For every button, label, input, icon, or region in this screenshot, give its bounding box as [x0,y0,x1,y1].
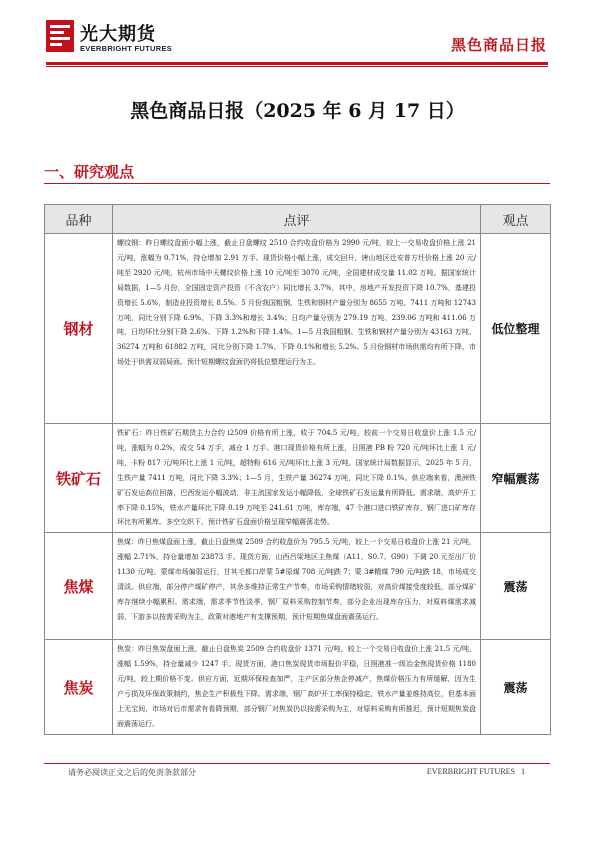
footer-divider [44,763,550,764]
product-comment: 螺纹钢：昨日螺纹盘面小幅上涨，截止日盘螺纹 2510 合约收盘价格为 2990 元/吨，较上一交易收盘价格上涨 21 元/吨，涨幅为 0.71%，持仓增加 2.91 万手。现货价格小幅上涨，成交回升，唐山地区迁安普方坯价格上涨 20 元/吨至 2920 元/吨，杭州市场中天螺纹价格上涨 10 元/吨至 3070 元/吨，全国建材成交量 11.02 万吨。据国家统计局数据，1—5 月份，全国固定资产投资（不含农户）同比增长 3.7%，其中，房地产开发投资下降 10.7%，基建投资增长 5.6%，制造业投资增长 8.5%。5 月份我国粗钢、生铁和钢材产量分别为 8655 万吨、7411 万吨和 12743 万吨，同比分别下降 6.9%、下降 3.3%和增长 3.4%；日均产量分别为 279.19 万吨、239.06 万吨和 411.06 万吨，日均环比分别下降 2.6%、下降 1.2%和下降 1.4%。1—5 月我国粗钢、生铁和钢材产量分别为 43163 万吨、36274 万吨和 61882 万吨，同比分别下降 1.7%、下降 0.1%和增长 5.2%。5 月份钢材市场供需均有所下降，市场处于供需双弱局面。预计短期螺纹盘面仍将低位整理运行为主。 [113,234,481,424]
product-name: 钢材 [45,234,113,424]
page-number: 1 [521,767,525,776]
document-title: 黑色商品日报（2025 年 6 月 17 日） [130,100,465,122]
research-table [44,204,551,735]
table-row [45,424,551,533]
header-divider-thin [46,66,548,67]
logo-english-name: EVERBRIGHT FUTURES [80,44,173,53]
footer-company: EVERBRIGHT FUTURES [426,767,515,776]
table-header-row [45,205,551,234]
table-row [45,234,551,424]
header-product: 品种 [45,205,113,234]
product-view: 震荡 [481,533,551,640]
header-view: 观点 [481,205,551,234]
product-name: 焦煤 [45,533,113,640]
product-view: 震荡 [481,640,551,734]
company-logo [46,20,176,64]
product-name: 铁矿石 [45,424,113,533]
report-name: 黑色商品日报 [450,36,547,54]
header-comment: 点评 [113,205,481,234]
page-header [0,0,595,72]
logo-mark-icon [46,20,74,52]
product-view: 低位整理 [481,234,551,424]
section-divider [44,183,550,184]
product-view: 窄幅震荡 [481,424,551,533]
table-row [45,640,551,734]
header-divider [46,62,548,65]
logo-chinese-name: 光大期货 [80,24,156,45]
product-name: 焦炭 [45,640,113,734]
footer-disclaimer: 请务必阅读正文之后的免责条款部分 [68,768,196,777]
product-comment: 焦炭：昨日焦炭盘面上涨，截止日盘焦炭 2509 合约收盘价 1371 元/吨，较上一个交易日收盘价上涨 21.5 元/吨，涨幅 1.59%，持仓量减少 1247 手。现货方面，港口焦炭现货市场报价平稳，日照港准一级冶金焦现货价格 1180 元/吨，较上期价格不变。供应方面，近期环保检查加严，主产区部分焦企停减产，焦煤价格压力有所缓解，因为生产亏损及环保政策制约，焦企生产积极性下降。需求端，钢厂高炉开工率保持稳定，铁水产量並维持高位，但基本面上无宝间，市场对后市需求有看降预期，部分钢厂对焦炭仍以按需采购为主，对原料采购有所推迟，预计短期焦炭盘面震荡运行。 [113,640,481,734]
product-comment: 铁矿石：昨日铁矿石期货主力合约 i2509 价格有所上涨，收于 704.5 元/吨，较前一个交易日收盘价上涨 1.5 元/吨，涨幅为 0.2%，成交 54 万手，减仓 1 万手。港口现货价格有所上涨，日照港 PB 粉 720 元/吨环比上涨 1 元/吨，卡粉 817 元/吨环比上涨 1 元/吨，超特粉 616 元/吨环比上涨 3 元/吨。国家统计局数据显示，2025 年 5 月，生铁产量 7411 万吨，同比下降 3.3%；1—5 月，生铁产量 36274 万吨，同比下降 0.1%。供应端来看，澳洲铁矿石发运高位回落，巴西发运小幅波动，非主流国家发运小幅降低，全球铁矿石发运量有所降低。需求端，高炉开工率下降 0.15%，铁水产量环比下降 0.19 万吨至 241.61 万吨，库存端，47 个港口进口铁矿库存、钢厂进口矿库存环比有所累库。多空交织下，预计铁矿石盘面价格呈现窄幅震荡走势。 [113,424,481,533]
table-row [45,533,551,640]
section-title: 一、研究观点 [44,163,135,181]
product-comment: 焦煤：昨日焦煤盘面上涨，截止日盘焦煤 2509 合约收盘价为 795.5 元/吨，较上一个交易日收盘价上涨 21 元/吨，涨幅 2.71%，持仓量增加 23873 手。现货方面，山西吕梁地区主焦煤（A11、S0.7、G90）下调 20 元至出厂价 1130 元/吨。蒙煤市场偏弱运行，甘其毛都口岸蒙 5#原煤 708 元/吨跌 7；蒙 3#精煤 790 元/吨跌 18，市场成交清淡。供应端，部分停产煤矿停产，其余多维持正常生产节奏，市场采购情绪较弱，对高价煤接受度较低，部分煤矿库存继续小幅累积。需求端，需求季节性淡季，钢厂原料采购控制节奏，部分企业出现库存压力，对原料煤需求减弱，下游多以按需采购为主，政策对港地产有支撑预期，预计短期焦煤盘面震荡运行。 [113,533,481,640]
footer-right [427,767,525,776]
